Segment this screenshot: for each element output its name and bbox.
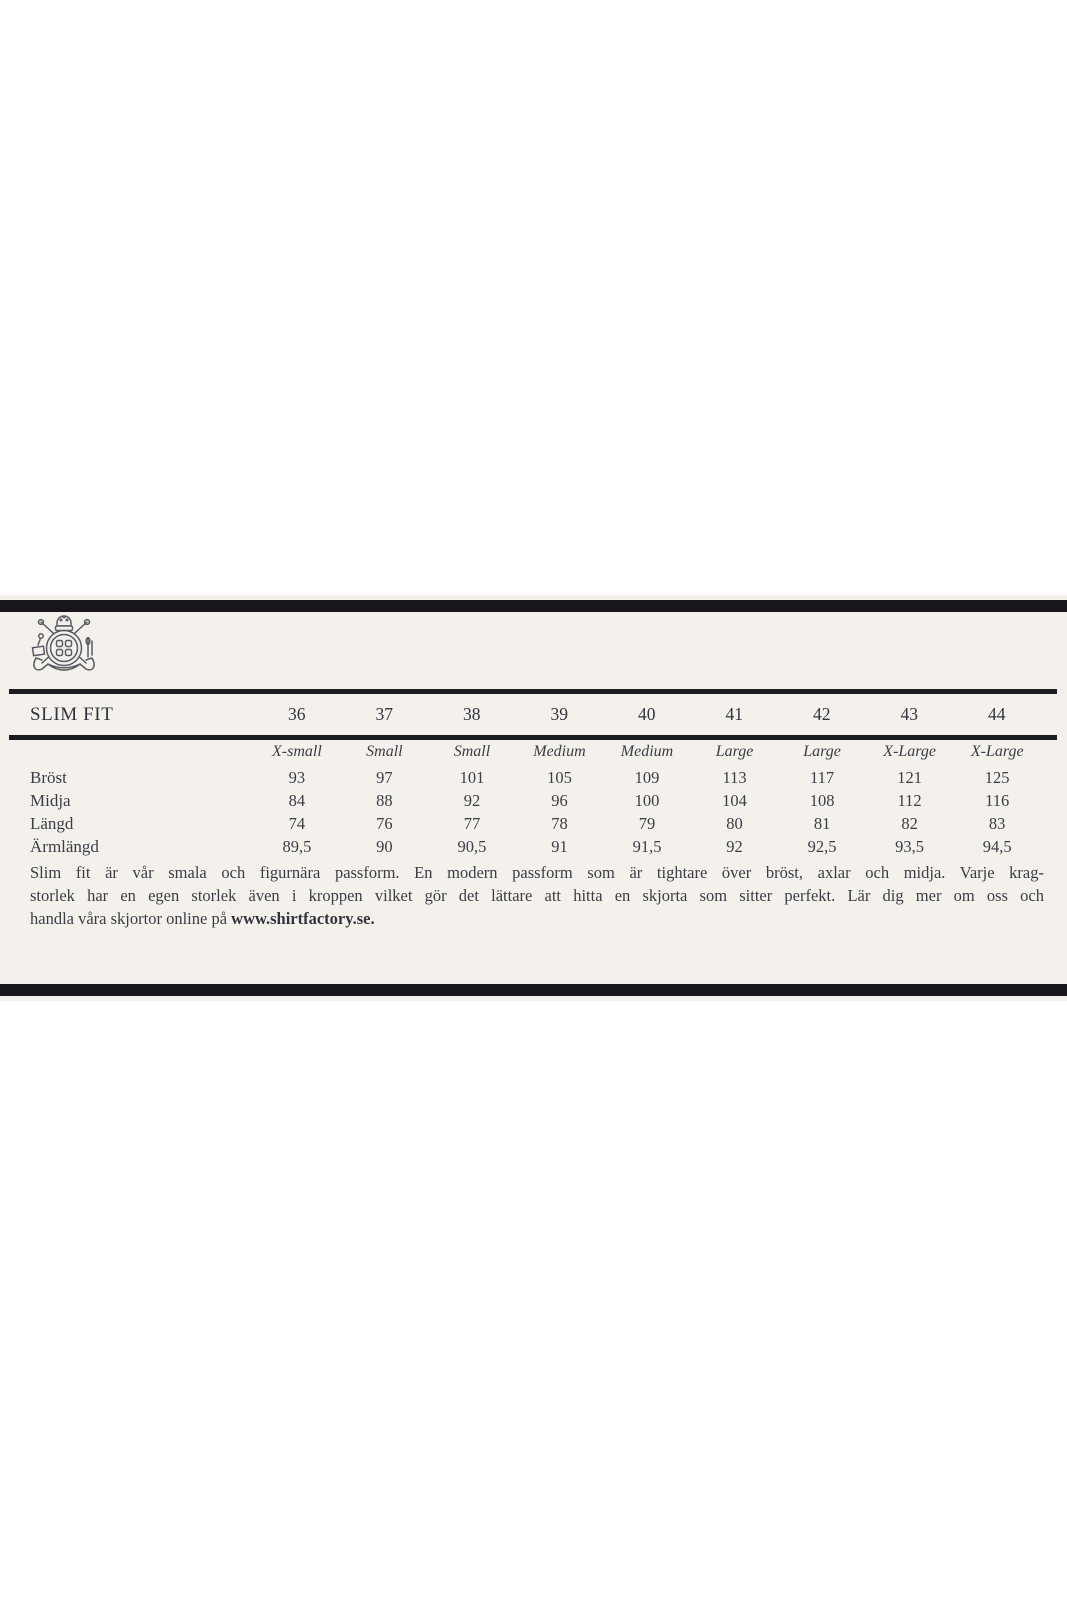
measurement-value-cell: 92,5 xyxy=(807,836,837,856)
measurement-value-cell: 116 xyxy=(985,790,1010,810)
measurement-value-cell: 105 xyxy=(547,767,572,787)
table-header-rule xyxy=(9,735,1057,740)
measurement-row xyxy=(30,766,1041,789)
fit-description xyxy=(30,861,1044,930)
measurement-value-cell: 109 xyxy=(634,767,660,787)
measurement-value-cell: 77 xyxy=(463,813,481,833)
size-name-cell: Small xyxy=(366,743,403,760)
measurement-value-cell: 101 xyxy=(459,767,485,787)
measurement-value-cell: 108 xyxy=(809,790,835,810)
measurement-value-cell: 125 xyxy=(984,767,1010,787)
size-name-cell: Medium xyxy=(620,743,674,760)
measurement-value-cell: 89,5 xyxy=(282,836,312,856)
website-url: www.shirtfactory.se. xyxy=(231,909,375,928)
measurement-row-label: Bröst xyxy=(30,767,67,787)
size-name-cell: X-small xyxy=(271,743,322,760)
measurement-row xyxy=(30,789,1041,812)
size-name-cell: Large xyxy=(715,743,754,760)
measurement-value-cell: 84 xyxy=(288,790,306,810)
fit-label: SLIM FIT xyxy=(30,703,114,725)
measurement-row-label: Längd xyxy=(30,813,74,833)
measurement-row xyxy=(30,812,1041,835)
size-chart-header-row xyxy=(9,694,1057,735)
collar-size-37: 37 xyxy=(375,704,393,724)
description-line-3 xyxy=(30,907,1044,930)
measurement-value-cell: 83 xyxy=(988,813,1006,833)
measurement-value-cell: 90 xyxy=(376,836,393,856)
measurement-value-cell: 104 xyxy=(722,790,747,810)
measurement-value-cell: 90,5 xyxy=(457,836,487,856)
measurement-value-cell: 81 xyxy=(813,813,831,833)
size-name-cell: Small xyxy=(453,743,491,760)
measurement-value-cell: 79 xyxy=(638,813,656,833)
collar-size-42: 42 xyxy=(813,704,831,724)
measurement-value-cell: 91,5 xyxy=(632,836,662,856)
measurement-value-cell: 112 xyxy=(897,790,922,810)
collar-size-38: 38 xyxy=(463,704,481,724)
size-chart-card xyxy=(0,595,1067,1001)
size-name-cell: X-Large xyxy=(883,743,936,760)
measurement-value-cell: 88 xyxy=(376,790,393,810)
size-name-row xyxy=(30,741,1041,766)
measurement-value-cell: 97 xyxy=(376,767,393,787)
measurement-value-cell: 92 xyxy=(463,790,481,810)
measurement-value-cell: 82 xyxy=(901,813,918,833)
card-bottom-border-bar xyxy=(0,984,1067,996)
collar-size-44: 44 xyxy=(988,704,1006,724)
collar-size-40: 40 xyxy=(638,704,656,724)
collar-size-43: 43 xyxy=(900,704,918,724)
measurement-value-cell: 113 xyxy=(722,767,747,787)
size-name-cell: Large xyxy=(803,743,841,760)
measurement-value-cell: 92 xyxy=(726,836,743,856)
description-line-3-text: handla våra skjortor online på xyxy=(30,909,232,928)
size-name-cell: X-Large xyxy=(970,743,1024,760)
description-line-1: Slim fit är vår smala och figurnära passform. En modern passform som är tightare över bröst, axlar och midja. Varje krag- xyxy=(30,863,1044,882)
measurement-row xyxy=(30,835,1041,858)
collar-size-39: 39 xyxy=(550,704,568,724)
measurement-row-label: Ärmlängd xyxy=(30,836,99,856)
card-top-border-bar xyxy=(0,600,1067,612)
size-name-row-spacer xyxy=(30,741,253,766)
measurement-value-cell: 93,5 xyxy=(895,836,925,856)
measurement-value-cell: 94,5 xyxy=(982,836,1012,856)
measurement-value-cell: 93 xyxy=(288,767,306,787)
measurement-value-cell: 117 xyxy=(809,767,835,787)
measurement-value-cell: 91 xyxy=(551,836,568,856)
collar-size-36: 36 xyxy=(288,704,306,724)
measurement-value-cell: 76 xyxy=(376,813,393,833)
measurement-table-body xyxy=(30,741,1041,858)
measurement-row-label: Midja xyxy=(30,790,71,810)
measurement-value-cell: 100 xyxy=(634,790,660,810)
description-line-2: storlek har en egen storlek även i kroppen vilket gör det lättare att hitta en skjorta som sitter perfekt. Lär dig mer om oss och xyxy=(30,886,1044,905)
collar-size-41: 41 xyxy=(725,704,743,724)
measurement-value-cell: 78 xyxy=(551,813,568,833)
measurement-value-cell: 80 xyxy=(726,813,743,833)
measurement-table xyxy=(30,741,1041,858)
size-name-cell: Medium xyxy=(533,743,586,760)
measurement-value-cell: 96 xyxy=(551,790,568,810)
measurement-value-cell: 74 xyxy=(288,813,306,833)
measurement-value-cell: 121 xyxy=(897,767,922,787)
shirt-factory-crest-logo-icon xyxy=(26,611,102,677)
